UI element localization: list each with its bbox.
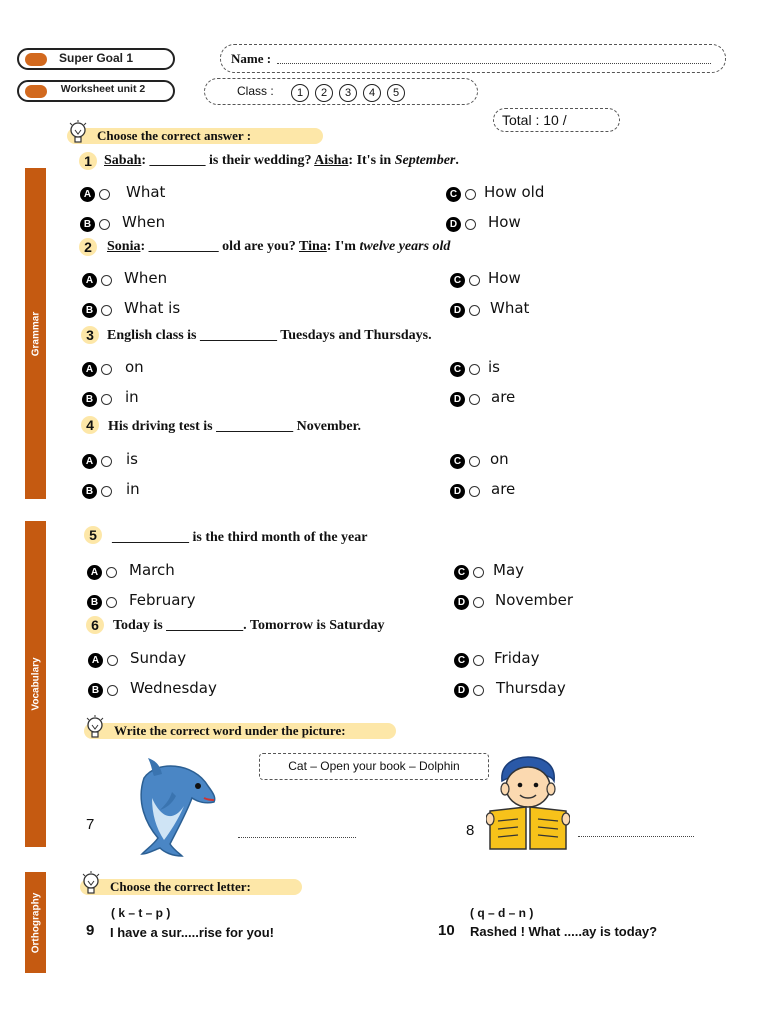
letter-badge: C: [454, 565, 469, 580]
letter-section-text: Choose the correct letter:: [110, 879, 251, 894]
letter-badge: B: [82, 303, 97, 318]
picture-section-text: Write the correct word under the picture:: [114, 723, 346, 738]
radio-button[interactable]: [101, 305, 112, 316]
question-9-text: I have a sur.....rise for you!: [110, 925, 275, 940]
letter-badge: D: [450, 303, 465, 318]
question-number: 10: [438, 922, 455, 939]
speaker: Sonia: [107, 239, 141, 254]
speaker: Aisha: [314, 153, 349, 168]
class-option-4[interactable]: 4: [363, 84, 381, 102]
letter-badge: A: [82, 454, 97, 469]
question-part: : It's in: [348, 153, 395, 168]
question-3-text: English class is ___________ Tuesdays and Thursdays.: [107, 328, 432, 343]
class-option-1[interactable]: 1: [291, 84, 309, 102]
question-number: 1: [79, 152, 97, 170]
letter-badge: B: [82, 392, 97, 407]
question-6-text: Today is ___________. Tomorrow is Saturday: [113, 618, 385, 633]
letter-badge: C: [450, 362, 465, 377]
letter-badge: A: [80, 187, 95, 202]
class-option-5[interactable]: 5: [387, 84, 405, 102]
picture-section-header: [84, 723, 396, 739]
radio-button[interactable]: [106, 597, 117, 608]
option-text: is: [488, 358, 500, 376]
worksheet-label-pill: [17, 80, 175, 102]
radio-button[interactable]: [473, 597, 484, 608]
letter-badge: B: [87, 595, 102, 610]
section-vocabulary: [25, 521, 46, 847]
answer-line-7[interactable]: [238, 836, 356, 838]
grammar-label: Grammar: [30, 311, 41, 356]
section-orthography: [25, 872, 46, 973]
radio-button[interactable]: [469, 364, 480, 375]
letter-badge: A: [82, 273, 97, 288]
option-text: February: [129, 591, 196, 609]
option-text: is: [126, 450, 138, 468]
question-part: : __________ old are you?: [140, 239, 300, 254]
letter-badge: B: [80, 217, 95, 232]
option-text: Friday: [494, 649, 540, 667]
letter-badge: B: [88, 683, 103, 698]
radio-button[interactable]: [473, 567, 484, 578]
letter-badge: C: [446, 187, 461, 202]
letter-badge: D: [454, 683, 469, 698]
radio-button[interactable]: [465, 189, 476, 200]
question-5-text: ___________ is the third month of the year: [112, 530, 368, 545]
option-text: How: [488, 213, 521, 231]
radio-button[interactable]: [107, 685, 118, 696]
option-text: on: [125, 358, 144, 376]
option-text: When: [122, 213, 166, 231]
question-number: 3: [81, 326, 99, 344]
option-text: What: [126, 183, 166, 201]
class-option-2[interactable]: 2: [315, 84, 333, 102]
boy-reading-book-picture: [486, 755, 570, 851]
radio-button[interactable]: [99, 219, 110, 230]
speaker: Tina: [299, 239, 327, 254]
question-part: : ________ is their wedding?: [141, 153, 315, 168]
class-field: [204, 78, 478, 105]
letter-badge: D: [450, 392, 465, 407]
option-text: What: [490, 299, 530, 317]
lightbulb-icon: [80, 871, 102, 897]
option-text: Wednesday: [130, 679, 217, 697]
option-text: When: [124, 269, 168, 287]
letter-badge: D: [454, 595, 469, 610]
option-text: are: [491, 388, 516, 406]
answer-line-8[interactable]: [578, 835, 694, 837]
question-number: 9: [86, 922, 95, 939]
letter-badge: D: [446, 217, 461, 232]
question-2-text: [107, 239, 450, 255]
class-label: Class :: [237, 84, 274, 98]
letter-badge: A: [88, 653, 103, 668]
radio-button[interactable]: [473, 655, 484, 666]
radio-button[interactable]: [101, 364, 112, 375]
book-label-pill: [17, 48, 175, 70]
radio-button[interactable]: [473, 685, 484, 696]
option-text: How old: [484, 183, 545, 201]
question-number: 8: [466, 822, 475, 839]
name-label: Name :: [231, 51, 272, 66]
question-10-text: Rashed ! What .....ay is today?: [470, 924, 658, 939]
letter-badge: D: [450, 484, 465, 499]
radio-button[interactable]: [469, 394, 480, 405]
option-text: are: [491, 480, 516, 498]
total-label: Total : 10 /: [502, 112, 567, 128]
choose-answer-header: [67, 128, 323, 144]
letter-badge: A: [87, 565, 102, 580]
option-text: Sunday: [130, 649, 187, 667]
option-text: Thursday: [496, 679, 566, 697]
radio-button[interactable]: [106, 567, 117, 578]
radio-button[interactable]: [101, 275, 112, 286]
question-number: 2: [79, 238, 97, 256]
radio-button[interactable]: [465, 219, 476, 230]
class-option-3[interactable]: 3: [339, 84, 357, 102]
question-italic: twelve years old: [359, 239, 451, 254]
class-options: [291, 83, 411, 102]
option-text: November: [495, 591, 574, 609]
radio-button[interactable]: [101, 456, 112, 467]
radio-button[interactable]: [469, 456, 480, 467]
question-1-text: [104, 153, 459, 169]
letter-section-header: [80, 879, 302, 895]
name-field[interactable]: [220, 44, 726, 73]
option-text: How: [488, 269, 521, 287]
total-box: [493, 108, 620, 132]
lightbulb-icon: [84, 715, 106, 741]
option-text: in: [125, 388, 139, 406]
radio-button[interactable]: [99, 189, 110, 200]
option-text: March: [129, 561, 175, 579]
radio-button[interactable]: [101, 486, 112, 497]
vocabulary-label: Vocabulary: [30, 657, 41, 711]
name-line: [277, 62, 711, 64]
book-label: Super Goal 1: [58, 51, 134, 65]
option-text: May: [493, 561, 525, 579]
worksheet-label: Worksheet unit 2: [60, 83, 146, 95]
letter-badge: C: [450, 454, 465, 469]
speaker: Sabah: [104, 153, 142, 168]
option-text: What is: [124, 299, 181, 317]
letter-choices-9: ( k – t – p ): [111, 906, 171, 920]
radio-button[interactable]: [107, 655, 118, 666]
dolphin-picture: [126, 758, 220, 858]
question-number: 4: [81, 416, 99, 434]
word-box-text: Cat – Open your book – Dolphin: [288, 759, 460, 773]
option-text: in: [126, 480, 140, 498]
orthography-label: Orthography: [30, 892, 41, 953]
letter-badge: B: [82, 484, 97, 499]
question-part: .: [455, 153, 459, 168]
question-4-text: His driving test is ___________ November.: [108, 419, 362, 434]
question-italic: September: [394, 153, 456, 168]
letter-badge: A: [82, 362, 97, 377]
question-number: 5: [84, 526, 102, 544]
choose-answer-text: Choose the correct answer :: [97, 128, 252, 143]
radio-button[interactable]: [469, 486, 480, 497]
letter-badge: C: [450, 273, 465, 288]
radio-button[interactable]: [101, 394, 112, 405]
letter-choices-10: ( q – d – n ): [470, 906, 534, 920]
section-grammar: [25, 168, 46, 499]
word-box: [259, 753, 489, 780]
option-text: on: [490, 450, 509, 468]
radio-button[interactable]: [469, 305, 480, 316]
radio-button[interactable]: [469, 275, 480, 286]
question-part: : I'm: [326, 239, 360, 254]
question-number: 7: [86, 816, 95, 833]
question-number: 6: [86, 616, 104, 634]
lightbulb-icon: [67, 120, 89, 146]
letter-badge: C: [454, 653, 469, 668]
